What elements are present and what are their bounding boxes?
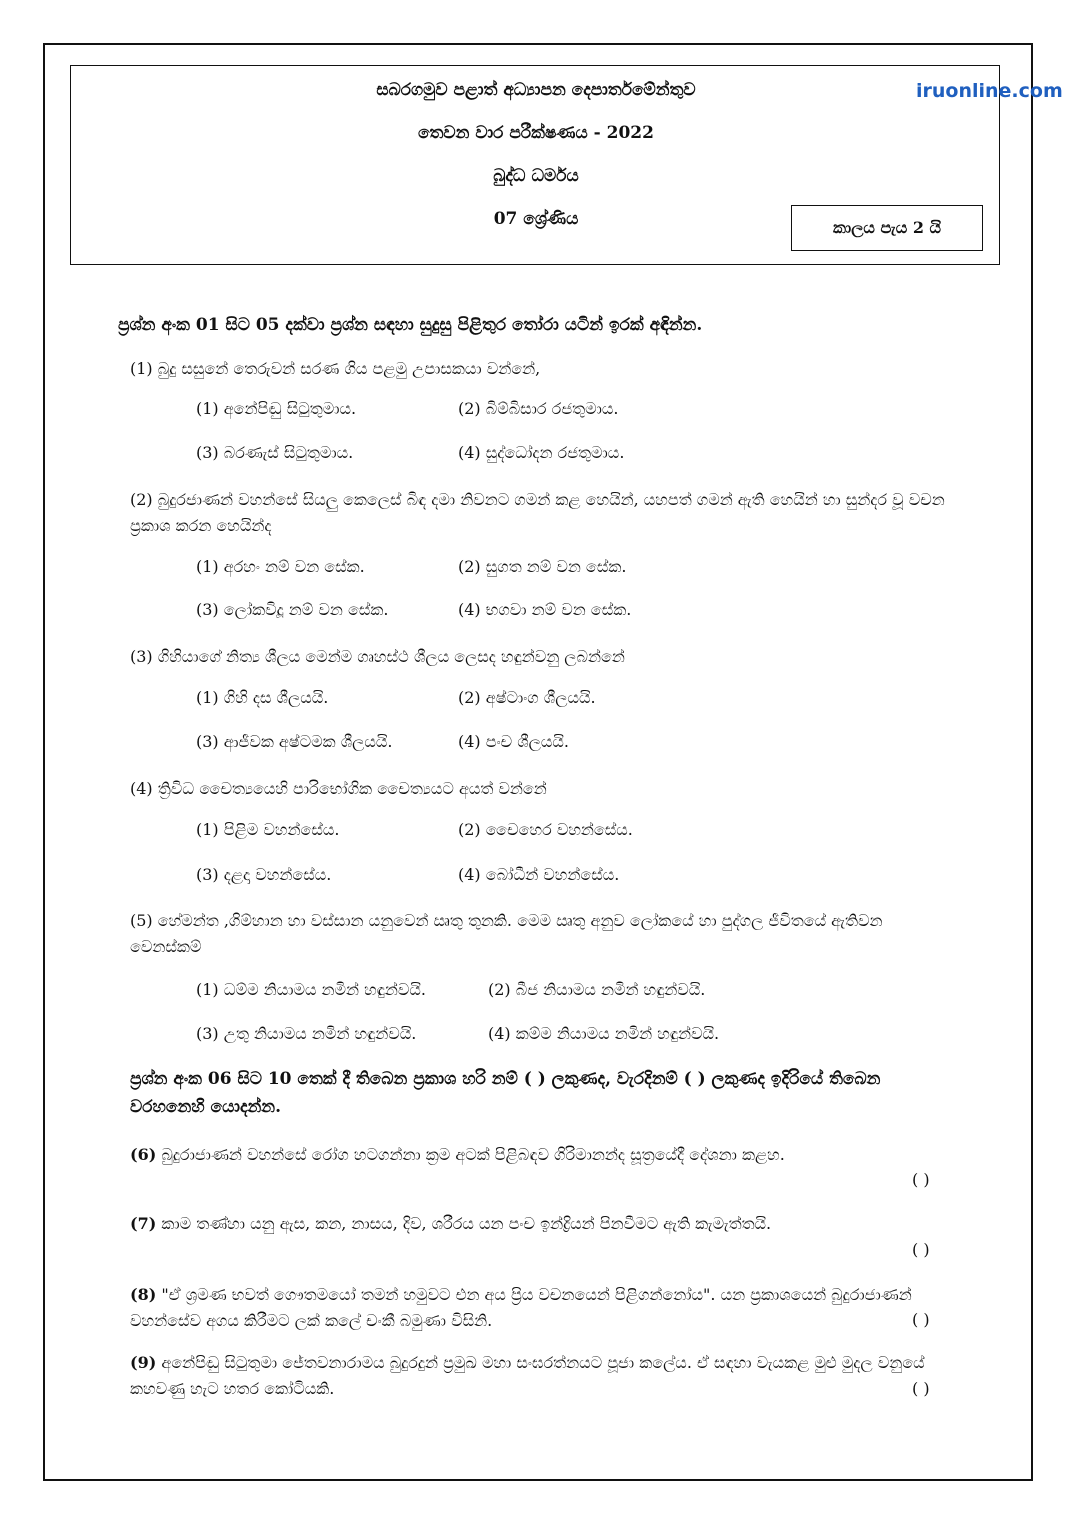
subject-title: බුද්ධ ධර්මය [493,166,579,186]
question-3: (3) ගිහියාගේ නිත්‍ය ශීලය මෙන්ම ගෘහස්ථ ශීලය ලෙසද හඳුන්වනු ලබන්නේ [130,647,625,666]
question-2: (2) බුදුරජාණන් වහන්සේ සියලු කෙලෙස් බිඳ දමා නිවනට ගමන් කළ හෙයින්, යහපත් ගමන් ඇති හෙයින් හා සුන්දර වූ වචන ප්‍රකාශ කරන හෙයින්ද [130,490,945,535]
part2-instruction: ප්‍රශ්න අංක 06 සිට 10 තෙක් දී තිබෙන ප්‍රකාශ හරි නම් ( ) ලකුණද, වැරදිනම් ( ) ලකුණද ඉදිරියේ තිබෙන වරහනෙහි යොදන්න. [130,1069,881,1117]
q9-answer-bracket[interactable]: ( ) [912,1379,930,1398]
q3-option-3[interactable]: (3) ආජීවක අෂ්ටමක ශීලයයි. [196,732,393,751]
exam-title: තෙවන වාර පරීක්ෂණය - 2022 [418,123,654,143]
q5-option-1[interactable]: (1) ධම්ම නියාමය නමින් හඳුන්වයි. [196,980,426,999]
q1-option-3[interactable]: (3) බරණැස් සිටුතුමාය. [196,443,354,462]
q5-option-3[interactable]: (3) උතු නියාමය නමින් හඳුන්වයි. [196,1024,417,1043]
q8-answer-bracket[interactable]: ( ) [912,1310,930,1329]
q2-option-3[interactable]: (3) ලෝකවිදූ නම් වන සේක. [196,600,389,619]
q2-option-1[interactable]: (1) අරහං නම් වන සේක. [196,557,365,576]
q5-option-4[interactable]: (4) කම්ම නියාමය නමින් හඳුන්වයි. [488,1024,720,1043]
q5-option-2[interactable]: (2) බීජ නියාමය නමින් හඳුන්වයි. [488,980,706,999]
q6-answer-bracket[interactable]: ( ) [912,1170,930,1189]
question-7: (7) කාම තණ්හා යනු ඇස, කන, නාසය, දිව, ශරීරය යන පංච ඉන්ද්‍රියන් පිනවීමට ඇති කැමැත්තයි. [130,1214,772,1233]
question-4: (4) ත්‍රිවිධ චෛත්‍යයෙහි පාරිභෝගික චෛත්‍යයට අයත් වන්නේ [130,779,547,798]
q7-answer-bracket[interactable]: ( ) [912,1240,930,1259]
q4-option-3[interactable]: (3) දළදා වහන්සේය. [196,865,332,884]
q1-option-1[interactable]: (1) අනේපිඬු සිටුතුමාය. [196,399,357,418]
site-link[interactable]: iruonline.com [916,80,1063,102]
exam-header [70,65,1063,265]
grade-title: 07 ශ්‍රේණිය [493,209,579,229]
question-5: (5) හේමන්ත ,ගිම්හාන හා වස්සාන යනුවෙන් ඍතු තුනකි. මෙම ඍතු අනුව ලෝකයේ හා පුද්ගල ජීවිතයේ ඇතිවන වෙනස්කම් [130,911,883,956]
question-9: (9) අනේපිඬු සිටුතුමා ජේතවනාරාමය බුදුරදුන් ප්‍රමුඛ මහා සංඝරත්නයට පූජා කලේය. ඒ සඳහා වැයකළ මුළු මුදල වනුයේ කහවණු හැට හතර කෝටියකි. [130,1353,925,1398]
department-title: සබරගමුව පළාත් අධ්‍යාපන දෙපාර්තමේන්තුව [376,80,696,100]
q3-option-2[interactable]: (2) අෂ්ටාංග ශීලයයි. [458,688,596,707]
q2-option-4[interactable]: (4) භගවා නම් වන සේක. [458,600,632,619]
q4-option-1[interactable]: (1) පිළිම වහන්සේය. [196,820,340,839]
q1-option-4[interactable]: (4) සුද්ධෝදන රජතුමාය. [458,443,625,462]
part1-instruction: ප්‍රශ්න අංක 01 සිට 05 දක්වා ප්‍රශ්න සඳහා සුදුසු පිළිතුර තෝරා යටින් ඉරක් අඳින්න. [118,315,703,335]
q4-option-4[interactable]: (4) බෝධීන් වහන්සේය. [458,865,620,884]
q1-option-2[interactable]: (2) බිම්බිසාර රජතුමාය. [458,399,619,418]
time-box: කාලය පැය 2 යි [791,205,983,251]
q3-option-4[interactable]: (4) පංච ශීලයයි. [458,732,569,751]
question-1: (1) බුදු සසුනේ තෙරුවන් සරණ ගිය පළමු උපාසකයා වන්නේ, [130,359,541,378]
q2-option-2[interactable]: (2) සුගත නම් වන සේක. [458,557,627,576]
q3-option-1[interactable]: (1) ගිහි දස ශීලයයි. [196,688,329,707]
question-6: (6) බුදුරාජාණන් වහන්සේ රෝග හටගන්නා ක්‍රම අටක් පිළිබඳව ගිරිමානන්ද සූත්‍රයේදී දේශනා කළහ. [130,1145,785,1164]
question-8: (8) "ඒ ශ්‍රමණ භවත් ගෞතමයෝ තමන් හමුවට එන අය ප්‍රිය වචනයෙන් පිළිගන්නෝය". යන ප්‍රකාශයෙන් බුදුරාජාණන් වහන්සේව අගය කිරීමට ලක් කලේ චංකී බමුණා විසිනි. [130,1285,912,1330]
q4-option-2[interactable]: (2) චෛහෙර වහන්සේය. [458,820,633,839]
